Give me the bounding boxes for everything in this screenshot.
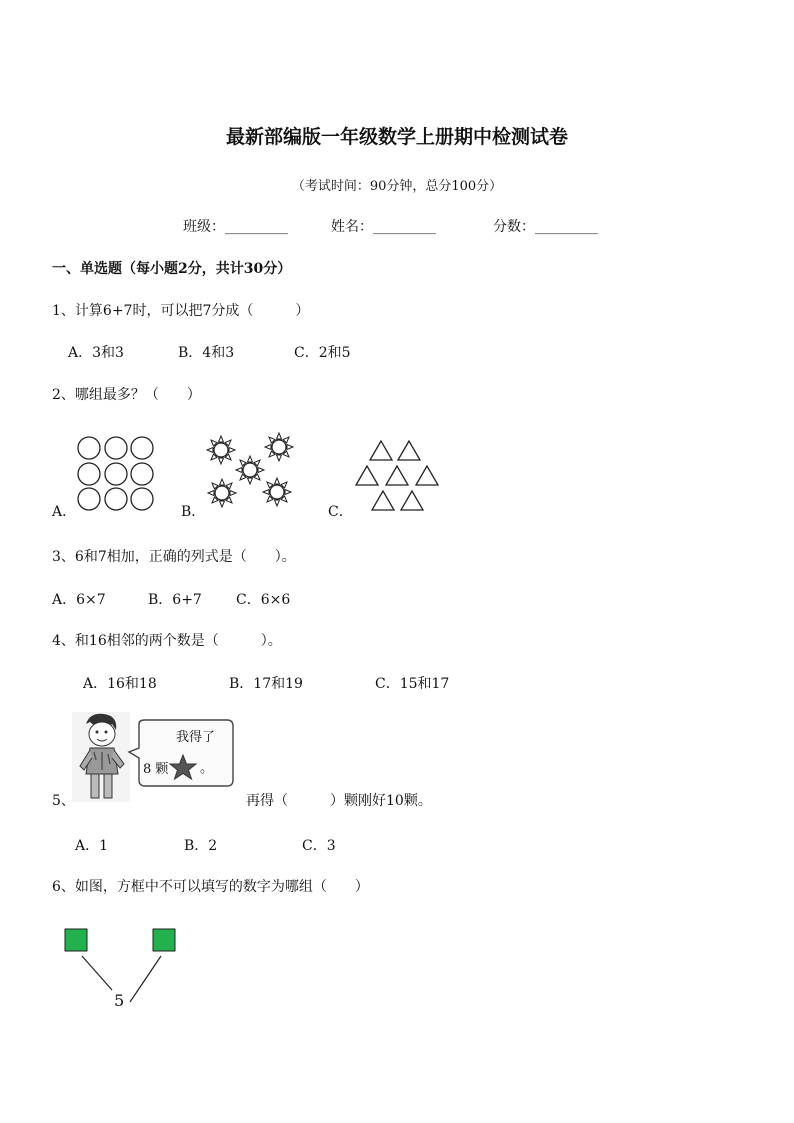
diagram-total-number: 5 — [114, 991, 125, 1010]
page-title: 最新部编版一年级数学上册期中检测试卷 — [225, 126, 568, 148]
section-heading: 一、单选题（每小题2分，共计30分） — [52, 261, 292, 277]
question-5-option-b[interactable]: B．2 — [184, 838, 218, 854]
question-5-stem-prefix: 5、 — [52, 793, 75, 809]
question-4-option-a[interactable]: A．16和18 — [83, 676, 157, 692]
question-1-option-a[interactable]: A．3和3 — [68, 345, 124, 361]
bubble-text-line1: 我得了 — [176, 730, 216, 745]
question-2-option-c[interactable]: C． — [328, 504, 353, 520]
question-5-option-c[interactable]: C．3 — [302, 838, 336, 854]
circles-group-icon — [76, 435, 156, 513]
question-2-stem: 2、哪组最多？（ ） — [52, 387, 201, 403]
question-1-stem: 1、计算6+7时，可以把7分成（ ） — [52, 303, 310, 319]
question-4-option-b[interactable]: B．17和19 — [229, 676, 303, 692]
score-field[interactable]: 分数：_________ — [493, 219, 598, 235]
name-field[interactable]: 姓名：_________ — [331, 219, 436, 235]
boy-illustration-icon — [72, 712, 130, 802]
question-4-option-c[interactable]: C．15和17 — [375, 676, 450, 692]
question-5-stem-suffix: 再得（ ）颗刚好10颗。 — [246, 793, 432, 809]
question-5-option-a[interactable]: A．1 — [75, 838, 109, 854]
exam-subtitle: （考试时间：90分钟，总分100分） — [291, 179, 503, 194]
question-3-option-a[interactable]: A．6×7 — [52, 592, 106, 608]
bubble-text-line2: 8 颗 — [143, 762, 169, 777]
question-3-option-b[interactable]: B．6+7 — [148, 592, 202, 608]
triangles-group-icon — [356, 439, 441, 513]
question-6-stem: 6、如图，方框中不可以填写的数字为哪组（ ） — [52, 879, 369, 895]
question-3-stem: 3、6和7相加，正确的列式是（ ）。 — [52, 549, 296, 565]
question-2-option-a[interactable]: A． — [52, 504, 77, 520]
bubble-text-end: 。 — [200, 761, 214, 776]
question-2-option-b[interactable]: B． — [181, 504, 206, 520]
class-field[interactable]: 班级：_________ — [183, 219, 288, 235]
right-answer-box[interactable] — [153, 929, 175, 951]
suns-group-icon — [205, 432, 300, 512]
question-1-option-c[interactable]: C．2和5 — [294, 345, 351, 361]
question-4-stem: 4、和16相邻的两个数是（ ）。 — [52, 633, 282, 649]
question-3-option-c[interactable]: C．6×6 — [236, 592, 291, 608]
question-1-option-b[interactable]: B．4和3 — [178, 345, 235, 361]
left-answer-box[interactable] — [65, 929, 87, 951]
